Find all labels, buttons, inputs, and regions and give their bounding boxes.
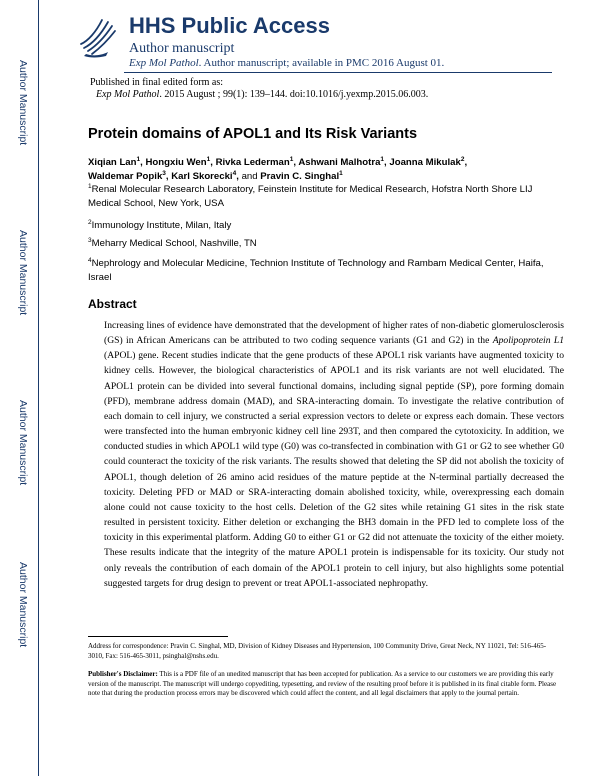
header-rule bbox=[124, 72, 552, 73]
author: Waldemar Popik$^3$ bbox=[88, 169, 166, 182]
affiliation: $^1$Renal Molecular Research Laboratory, Feinstein Institute for Medical Research, Hofstra North Shore LIJ Medical School, New York, USA bbox=[88, 182, 533, 209]
hhs-public-access-title: HHS Public Access bbox=[129, 13, 330, 38]
sidebar-label: Author Manuscript bbox=[17, 562, 29, 648]
publisher-disclaimer: Publisher's Disclaimer: This is a PDF file of an unedited manuscript that has been accepted for publication. As a service to our customers we are providing this early version of the manuscript. The manuscript will undergo copyediting, typesetting, and review of the resulting proof before it is published in its final citable form. Please note that during the production process errors may be discovered which could affect the content, and all legal disclaimers that apply to the journal pertain. bbox=[88, 670, 557, 697]
author: Joanna Mikulak$^2$ bbox=[389, 155, 465, 168]
author: Hongxiu Wen$^1$ bbox=[145, 155, 211, 168]
sidebar-label: Author Manuscript bbox=[17, 230, 29, 316]
author-manuscript-sidebar bbox=[0, 0, 38, 776]
author-and: and bbox=[241, 171, 258, 182]
citation-details: . 2015 August ; 99(1): 139–144. doi:10.1016/j.yexmp.2015.06.003. bbox=[159, 89, 429, 100]
publication-citation bbox=[96, 89, 428, 101]
article-title: Protein domains of APOL1 and Its Risk Variants bbox=[88, 126, 418, 142]
author-manuscript-subtitle: Author manuscript bbox=[129, 41, 235, 56]
author: Ashwani Malhotra$^1$ bbox=[298, 155, 385, 168]
disclaimer-label: Publisher's Disclaimer: bbox=[88, 670, 158, 678]
journal-name: Exp Mol Pathol bbox=[129, 57, 199, 69]
hhs-eagle-logo-icon bbox=[78, 14, 118, 58]
abstract-heading: Abstract bbox=[88, 297, 137, 311]
author: Pravin C. Singhal$^1$ bbox=[260, 169, 343, 182]
availability-text: . Author manuscript; available in PMC 2016 August 01. bbox=[198, 57, 445, 69]
gene-name: Apolipoprotein L1 bbox=[492, 335, 564, 347]
sidebar-label: Author Manuscript bbox=[17, 60, 29, 146]
sidebar-divider bbox=[38, 0, 39, 776]
author-list: Xiqian Lan$^1$, Hongxiu Wen$^1$, Rivka Lederman$^1$, Ashwani Malhotra$^1$, Joanna Mikulak$^2$, Waldemar Popik$^3$, Karl Skorecki$^4$, and Pravin C. Singhal$^1$ bbox=[88, 155, 468, 182]
author: Rivka Lederman$^1$ bbox=[215, 155, 294, 168]
affiliation: $^4$Nephrology and Molecular Medicine, Technion Institute of Technology and Rambam Medical Center, Haifa, Israel bbox=[88, 256, 544, 283]
sidebar-label: Author Manuscript bbox=[17, 400, 29, 486]
abstract-text: Increasing lines of evidence have demonstrated that the development of higher rates of non-diabetic glomerulosclerosis (GS) in African Americans can be attributed to two coding sequence variants (G1 and G2) in the Apolipoprotein L1 (APOL) gene. Recent studies indicate that the gene products of these APOL1 risk variants have augmented toxicity to kidney cells. However, the biological characteristics of APOL1 and its risk variants are not well elucidated. The APOL1 protein can be divided into several functional domains, including signal peptide (SP), pore forming domain (PFD), membrane address domain (MAD), and SRA-interacting domain. To investigate the relative contribution of each domain to cell injury, we constructed a serial expression vectors to delete or express each domain. These vectors were transfected into the human embryonic kidney cell line 293T, and then compared the cytotoxicity. In addition, we conducted studies in which APOL1 wild type (G0) was co-transfected in combination with G1 or G2 to see whether G0 could counteract the toxicity of the risk variants. The results showed that deleting the SP did not abolish the toxicity of APOL1, though deletion of 26 amino acid residues of the mature peptide at the N-terminal partially decreased the toxicity. Deleting PFD or MAD or SRA-interacting domain abolished toxicity, while, overexpressing each domain alone could not cause toxicity to the host cells. Deletion of the G2 sites while retaining G1 sites in the risk state resulted in persistent toxicity. Either deletion or exchanging the BH3 domain in the PFD led to complete loss of the toxicity in this experimental platform. Adding G0 to either G1 or G2 did not attenuate the toxicity of the either moiety. These results indicate that the integrity of the mature APOL1 protein is indispensable for its toxicity. Our study not only reveals the contribution of each domain of the APOL1 protein to cell injury, but also highlights some potential suggested targets for drug design to prevent or treat APOL1-associated nephropathy. bbox=[104, 320, 564, 589]
correspondence-footnote: Address for correspondence: Pravin C. Singhal, MD, Division of Kidney Diseases and Hypertension, 100 Community Drive, Great Neck, NY 11021, Tel: 516-465-3010, Fax: 516-465-3011, psinghal@nshs.edu. bbox=[88, 642, 547, 660]
citation-journal: Exp Mol Pathol bbox=[96, 89, 160, 100]
affiliation: $^3$Meharry Medical School, Nashville, TN bbox=[88, 236, 257, 249]
author: Karl Skorecki$^4$ bbox=[171, 169, 237, 182]
footnote-rule bbox=[88, 636, 228, 637]
journal-reference bbox=[129, 57, 444, 70]
affiliation: $^2$Immunology Institute, Milan, Italy bbox=[88, 218, 232, 231]
published-in-label: Published in final edited form as: bbox=[90, 77, 224, 88]
author: Xiqian Lan$^1$ bbox=[88, 155, 141, 168]
